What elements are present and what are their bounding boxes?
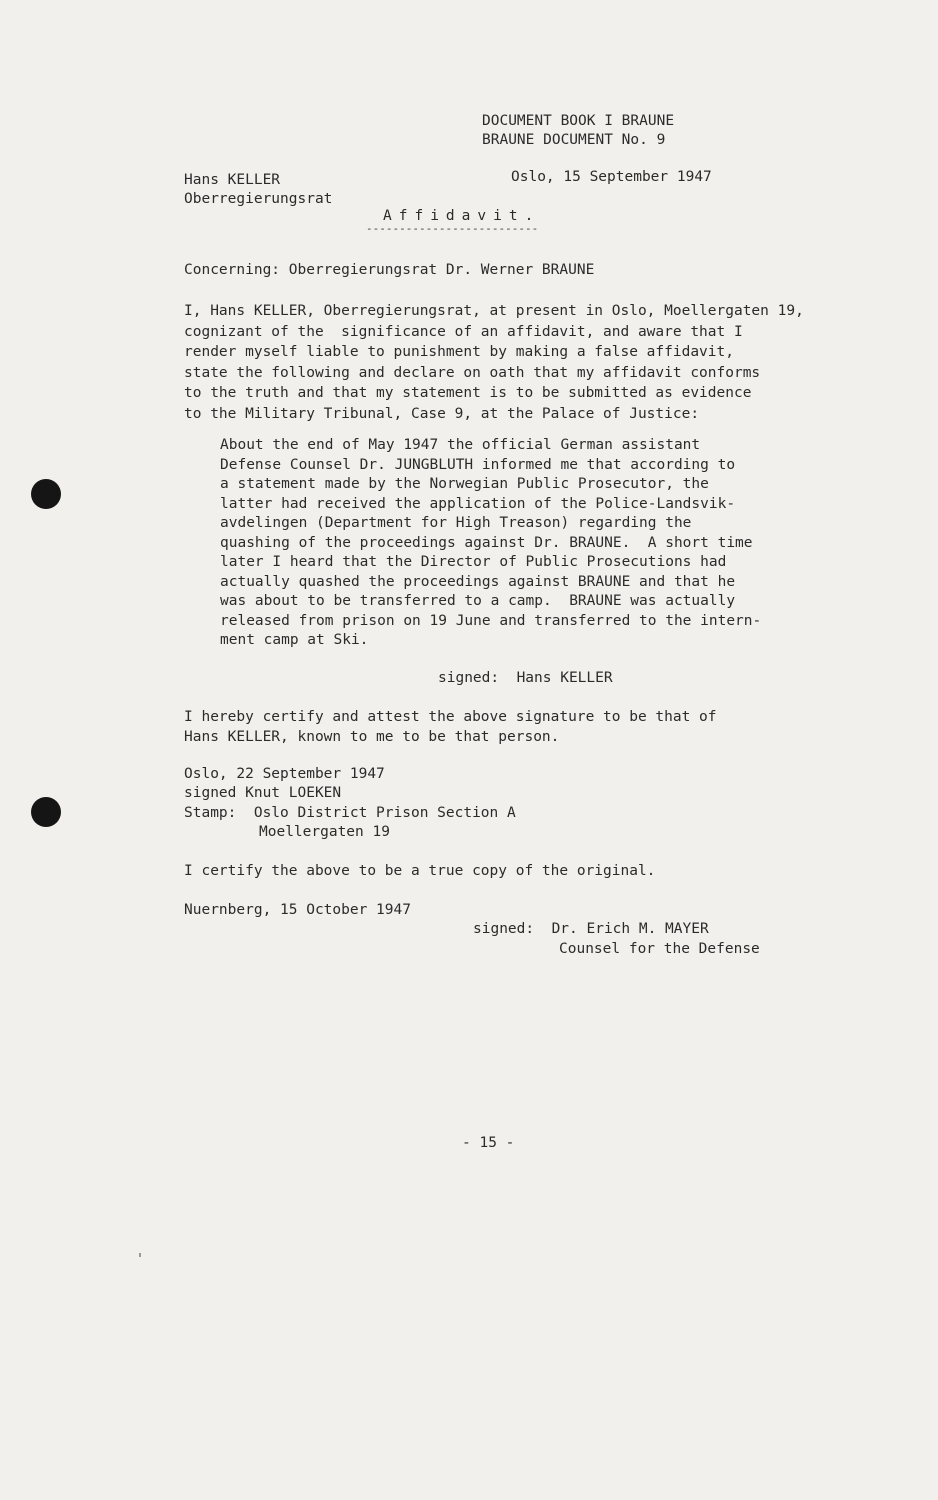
stamp-line: Stamp: Oslo District Prison Section A [184, 805, 516, 821]
intro-paragraph: I, Hans KELLER, Oberregierungsrat, at present in Oslo, Moellergaten 19, cognizant of the significance of an affidavit, and aware that I render myself liable to punishment by making a false affidavit, state the following and declare on oath that my affidavit conforms to the truth and that my statement is to be submitted as evidence to the Military Tribunal, Case 9, at the Palace of Justice: [184, 303, 804, 422]
nuernberg-date: Nuernberg, 15 October 1947 [184, 902, 411, 918]
document-number: BRAUNE DOCUMENT No. 9 [482, 132, 666, 148]
concerning-line: Concerning: Oberregierungsrat Dr. Werner BRAUNE [184, 262, 595, 278]
document-title: Affidavit. [383, 208, 541, 224]
attest-place-date: Oslo, 22 September 1947 [184, 766, 385, 782]
stamp-address: Moellergaten 19 [259, 824, 390, 840]
sender-name: Hans KELLER [184, 172, 281, 188]
copy-certification: I certify the above to be a true copy of the original. [184, 863, 656, 879]
title-underline: -------------------------- [366, 222, 539, 235]
document-book-heading: DOCUMENT BOOK I BRAUNE [482, 113, 675, 129]
defense-role: Counsel for the Defense [559, 941, 760, 957]
affiant-signature: signed: Hans KELLER [438, 670, 613, 686]
attest-signature: signed Knut LOEKEN [184, 785, 342, 801]
sender-title: Oberregierungsrat [184, 191, 333, 207]
paper-speck [139, 1253, 141, 1257]
defense-signature: signed: Dr. Erich M. MAYER [473, 921, 709, 937]
page-number: - 15 - [462, 1135, 515, 1151]
punch-hole-top [31, 479, 61, 509]
statement-paragraph: About the end of May 1947 the official German assistant Defense Counsel Dr. JUNGBLUTH informed me that according to a statement made by the Norwegian Public Prosecutor, the latter had received the application of the Police-Landsvik- avdelingen (Department for High Treason) regarding the quashing of the proceedings against Dr. BRAUNE. A short time later I heard that the Director of Public Prosecutions had actually quashed the proceedings against BRAUNE and that he was about to be transferred to a camp. BRAUNE was actually released from prison on 19 June and transferred to the intern- ment camp at Ski. [220, 437, 762, 648]
place-date: Oslo, 15 September 1947 [511, 169, 712, 185]
punch-hole-bottom [31, 797, 61, 827]
certification-paragraph: I hereby certify and attest the above signature to be that of Hans KELLER, known to me to be that person. [184, 709, 717, 745]
